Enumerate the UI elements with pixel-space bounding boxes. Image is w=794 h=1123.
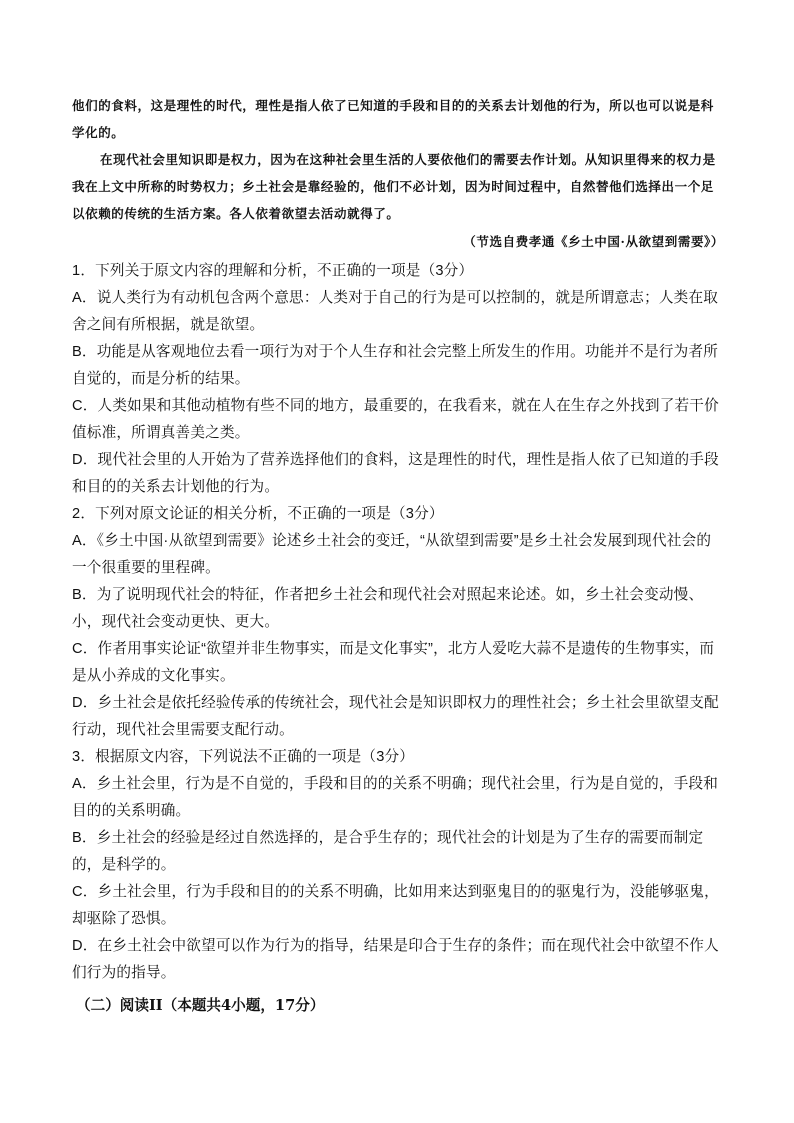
option-b: B．为了说明现代社会的特征，作者把乡土社会和现代社会对照起来论述。如，乡土社会变动慢、小，现代社会变动更快、更大。 — [72, 587, 704, 630]
option-c: C．作者用事实论证“欲望并非生物事实，而是文化事实”，北方人爱吃大蒜不是遗传的生物事实，而是从小养成的文化事实。 — [72, 641, 715, 684]
question-stem: 3．根据原文内容，下列说法不正确的一项是（3分） — [72, 749, 415, 765]
option-a: A．乡土社会里，行为是不自觉的，手段和目的的关系不明确；现代社会里，行为是自觉的，手段和目的的关系明确。 — [72, 776, 719, 819]
passage-paragraph: 他们的食料，这是理性的时代，理性是指人依了已知道的手段和目的的关系去计划他的行为，所以也可以说是科学化的。 — [72, 98, 714, 140]
question-2 — [72, 501, 724, 744]
option-d: D．现代社会里的人开始为了营养选择他们的食料，这是理性的时代，理性是指人依了已知道的手段和目的的关系去计划他的行为。 — [72, 452, 719, 495]
option-a: A．说人类行为有动机包含两个意思：人类对于自己的行为是可以控制的，就是所谓意志；人类在取舍之间有所根据，就是欲望。 — [72, 290, 719, 333]
option-b: B．功能是从客观地位去看一项行为对于个人生存和社会完整上所发生的作用。功能并不是行为者所自觉的，而是分析的结果。 — [72, 344, 719, 387]
question-stem: 2．下列对原文论证的相关分析，不正确的一项是（3分） — [72, 506, 444, 522]
option-c: C．人类如果和其他动植物有些不同的地方，最重要的，在我看来，就在人在生存之外找到了若干价值标准，所谓真善美之类。 — [72, 398, 719, 441]
question-1 — [72, 258, 724, 501]
option-c: C．乡土社会里，行为手段和目的的关系不明确，比如用来达到驱鬼目的的驱鬼行为，没能够驱鬼，却驱除了恐惧。 — [72, 884, 719, 927]
section-heading: （二）阅读II（本题共4小题，17分） — [76, 997, 325, 1014]
passage-paragraph: 在现代社会里知识即是权力，因为在这种社会里生活的人要依他们的需要去作计划。从知识里得来的权力是我在上文中所称的时势权力；乡土社会是靠经验的，他们不必计划，因为时间过程中，自然替他们选择出一个足以依赖的传统的生活方案。各人依着欲望去活动就得了。 — [72, 152, 716, 221]
reading-passage — [72, 92, 724, 255]
option-d: D．在乡土社会中欲望可以作为行为的指导，结果是印合于生存的条件；而在现代社会中欲望不作人们行为的指导。 — [72, 938, 719, 981]
option-d: D．乡土社会是依托经验传承的传统社会，现代社会是知识即权力的理性社会；乡土社会里欲望支配行动，现代社会里需要支配行动。 — [72, 695, 719, 738]
option-a: A．《乡土中国·从欲望到需要》论述乡土社会的变迁，“从欲望到需要”是乡土社会发展到现代社会的一个很重要的里程碑。 — [72, 533, 712, 576]
option-b: B．乡土社会的经验是经过自然选择的，是合乎生存的；现代社会的计划是为了生存的需要而制定的，是科学的。 — [72, 830, 704, 873]
question-3 — [72, 744, 724, 987]
question-stem: 1．下列关于原文内容的理解和分析，不正确的一项是（3分） — [72, 263, 474, 279]
passage-source: （节选自费孝通《乡土中国·从欲望到需要》） — [463, 234, 724, 249]
question-list — [72, 258, 724, 987]
